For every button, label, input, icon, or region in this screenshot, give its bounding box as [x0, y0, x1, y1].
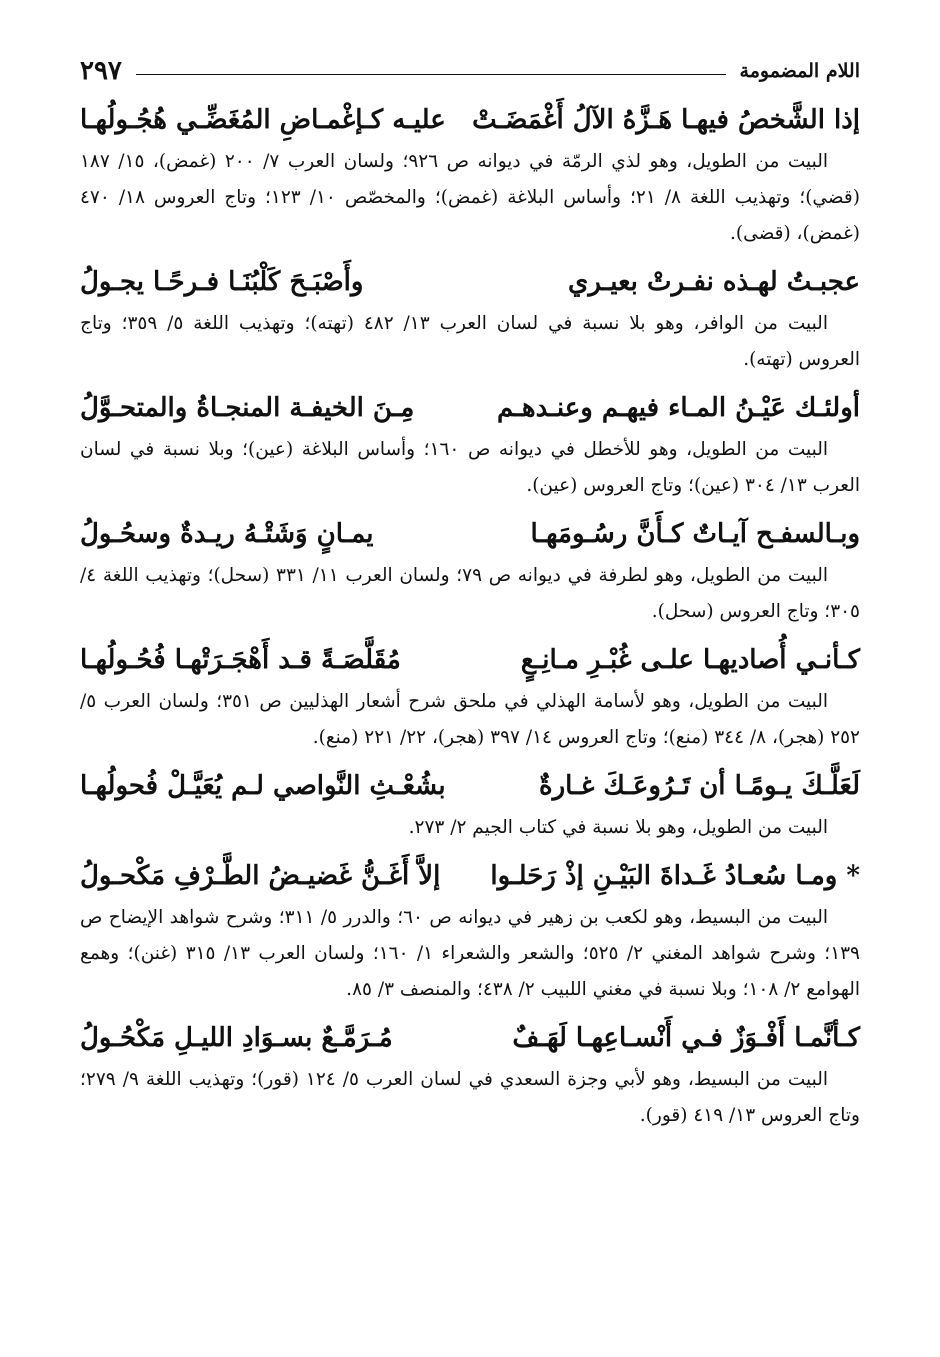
verse-second-hemistich: إلاَّ أَغَـنُّ غَضيـضُ الطَّـرْفِ مَكْحـولُ	[80, 861, 441, 891]
verse-second-hemistich: مِـنَ الخيفـة المنجـاةُ والمتحـوَّلُ	[80, 393, 415, 423]
page-header	[80, 52, 860, 90]
page-number: ٢٩٧	[80, 56, 122, 86]
verse-first-hemistich: لَعَلَّـكَ يـومًـا أن تَـرُوعَـكَ غـارةٌ	[539, 771, 860, 801]
verse-line	[80, 636, 860, 684]
verse-commentary: البيت من الطويل، وهو للأخطل في ديوانه ص ١٦٠؛ وأساس البلاغة (عين)؛ وبلا نسبة في لسان العرب ١٣/ ٣٠٤ (عين)؛ وتاج العروس (عين).	[80, 439, 860, 496]
verse-entry-2	[80, 258, 860, 378]
verse-commentary: البيت من الطويل، وهو لذي الرمّة في ديوانه ص ٩٢٦؛ ولسان العرب ٧/ ٢٠٠ (غمض)، ١٥/ ١٨٧ (قضي)؛ وتهذيب اللغة ٨/ ٢١؛ وأساس البلاغة (غمض)؛ والمخصّص ١٠/ ١٢٣؛ وتاج العروس ١٨/ ٤٧٠ (غمض)، (قضى).	[80, 151, 860, 244]
verse-entry-5	[80, 636, 860, 756]
verse-line	[80, 258, 860, 306]
verse-entry-6	[80, 762, 860, 846]
verse-second-hemistich: وأَصْبَـحَ كَلْبُنَـا فـرحًـا يجـولُ	[80, 267, 364, 297]
verse-first-hemistich: إذا الشَّخصُ فيهـا هَـزَّهُ الآلُ أَغْمَضَـتْ	[472, 105, 860, 135]
verse-commentary: البيت من الطويل، وهو لطرفة في ديوانه ص ٧٩؛ ولسان العرب ١١/ ٣٣١ (سحل)؛ وتهذيب اللغة ٤/ ٣٠٥؛ وتاج العروس (سحل).	[80, 565, 860, 622]
verse-commentary: البيت من الطويل، وهو بلا نسبة في كتاب الجيم ٢/ ٢٧٣.	[408, 817, 828, 838]
verse-second-hemistich: مُقَلَّصَـةً قـد أَهْجَـرَتْهـا فُحُـولُهـا	[80, 645, 401, 675]
verse-first-hemistich: عجبـتُ لهـذه نفـرتْ بعيـري	[567, 267, 860, 297]
verse-line	[80, 384, 860, 432]
verse-commentary: البيت من الطويل، وهو لأسامة الهذلي في ملحق شرح أشعار الهذليين ص ٣٥١؛ ولسان العرب ٥/ ٢٥٢ (هجر)، ٨/ ٣٤٤ (منع)؛ وتاج العروس ١٤/ ٣٩٧ (هجر)، ٢٢/ ٢٢١ (منع).	[80, 691, 860, 748]
verse-second-hemistich: يمـانٍ وَشَتْـهُ ريـدةٌ وسحُـولُ	[80, 519, 374, 549]
verse-commentary: البيت من البسيط، وهو لأبي وجزة السعدي في لسان العرب ٥/ ١٢٤ (قور)؛ وتهذيب اللغة ٩/ ٢٧٩؛ وتاج العروس ١٣/ ٤١٩ (قور).	[80, 1069, 860, 1126]
verse-first-hemistich: أولئـك عَيْـنُ المـاء فيهـم وعنـدهـم	[497, 393, 860, 423]
verse-line	[80, 96, 860, 144]
verse-first-hemistich: * ومـا سُعـادُ غَـداةَ البَيْـنِ إذْ رَحَلـوا	[490, 861, 860, 891]
header-rule	[136, 74, 726, 75]
verse-commentary: البيت من البسيط، وهو لكعب بن زهير في ديوانه ص ٦٠؛ والدرر ٥/ ٣١١؛ وشرح شواهد الإيضاح ص ١٣٩؛ وشرح شواهد المغني ٢/ ٥٢٥؛ والشعر والشعراء ١/ ١٦٠؛ ولسان العرب ١٣/ ٣١٥ (غنن)؛ وهمع الهوامع ٢/ ١٠٨؛ وبلا نسبة في مغني اللبيب ٢/ ٤٣٨؛ والمنصف ٣/ ٨٥.	[80, 907, 860, 1000]
verse-line	[80, 1014, 860, 1062]
verse-second-hemistich: مُـرَمَّـعٌ بسـوَادِ الليـلِ مَكْحُـولُ	[80, 1023, 393, 1053]
verse-line	[80, 762, 860, 810]
verse-line	[80, 510, 860, 558]
section-title: اللام المضمومة	[739, 60, 860, 82]
verse-first-hemistich: كـأنَّمـا أَفْـوَزٌ فـي أَنْسـاعِهـا لَهَـفٌ	[512, 1023, 860, 1053]
verse-line	[80, 852, 860, 900]
verse-entry-1	[80, 96, 860, 252]
verse-second-hemistich: بشُعْـثِ النَّواصي لـم يُعَيَّـلْ فُحولُهـا	[80, 771, 446, 801]
verse-commentary: البيت من الوافر، وهو بلا نسبة في لسان العرب ١٣/ ٤٨٢ (تهته)؛ وتهذيب اللغة ٥/ ٣٥٩؛ وتاج العروس (تهته).	[80, 313, 860, 370]
verse-entry-8	[80, 1014, 860, 1134]
verse-entry-7	[80, 852, 860, 1008]
verse-second-hemistich: عليـه كـإغْمـاضِ المُغَضِّـي هُجُـولُهـا	[80, 105, 446, 135]
verse-entry-3	[80, 384, 860, 504]
verse-entry-4	[80, 510, 860, 630]
verse-first-hemistich: كـأنـي أُصاديهـا علـى غُبْـرِ مـانِـعٍ	[520, 645, 860, 675]
verse-first-hemistich: وبـالسفـح آيـاتٌ كـأَنَّ رسُـومَهـا	[530, 519, 860, 549]
